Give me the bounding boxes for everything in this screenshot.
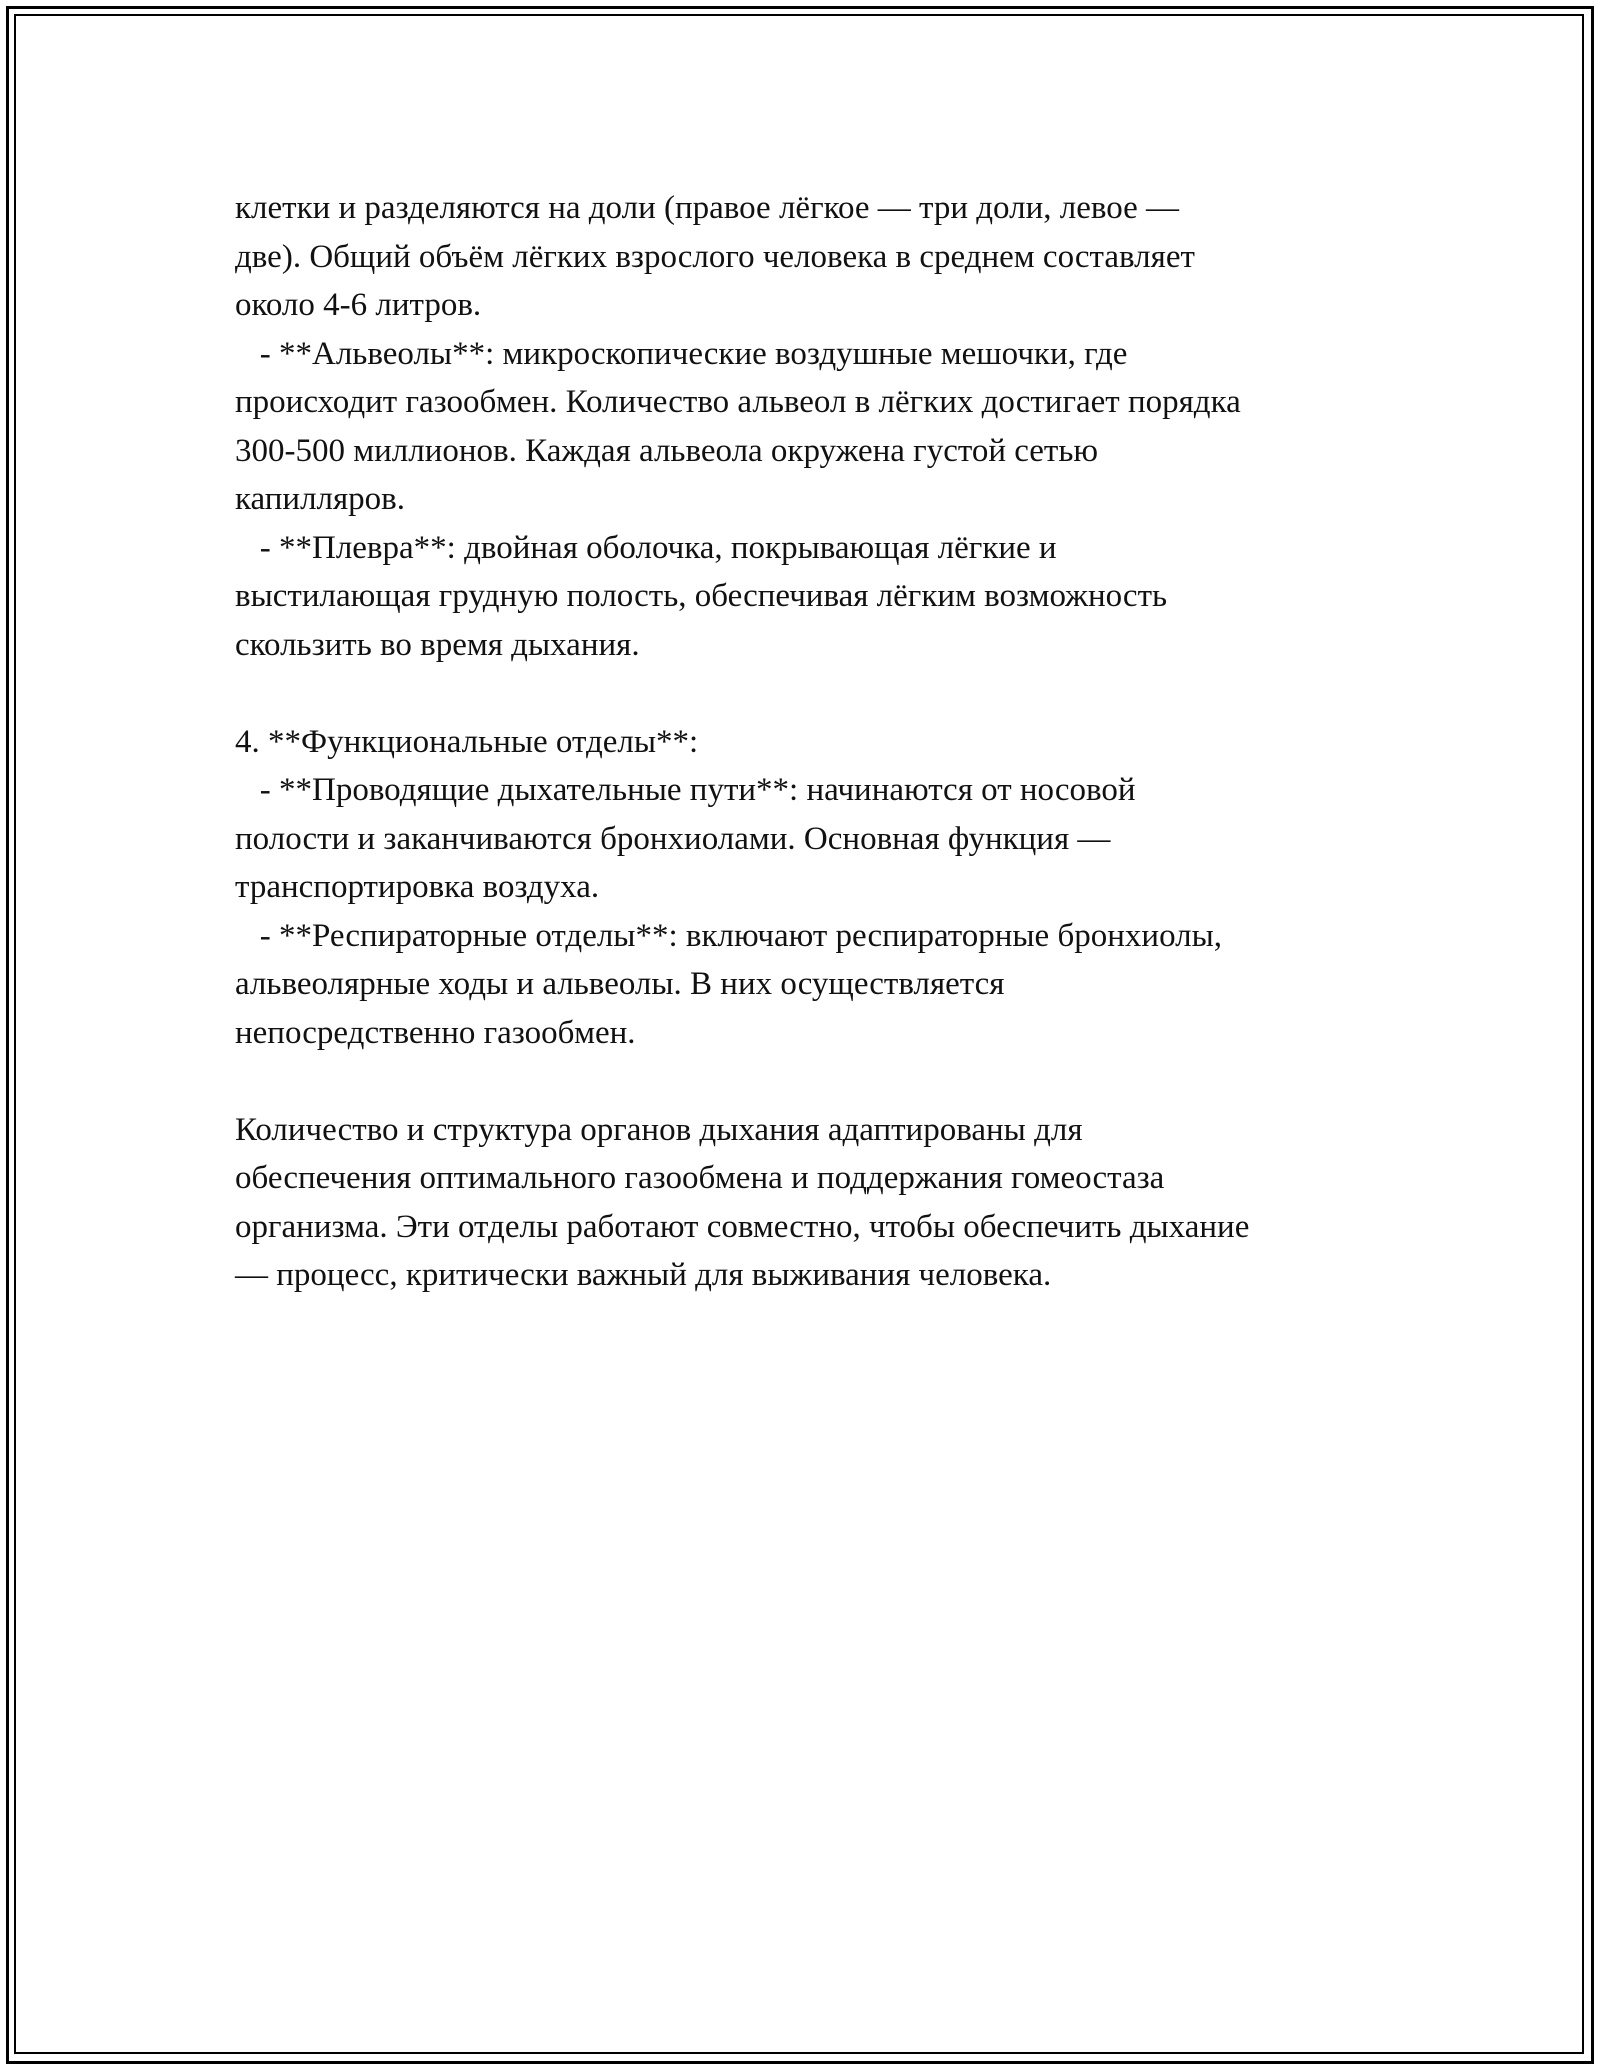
text-line: скользить во время дыхания.: [235, 626, 640, 663]
text-line: происходит газообмен. Количество альвеол в лёгких достигает порядка: [235, 384, 1241, 420]
text-line: две). Общий объём лёгких взрослого человека в среднем составляет: [235, 238, 1195, 275]
document-body: [235, 184, 1385, 1300]
text-line: непосредственно газообмен.: [235, 1014, 636, 1051]
paragraph-spacer: [235, 669, 1385, 718]
text-line: клетки и разделяются на доли (правое лёгкое — три доли, левое —: [235, 190, 1179, 226]
paragraph-functional-sections: [235, 718, 1385, 1058]
paragraph-lungs-structure: [235, 184, 1385, 669]
text-line: полости и заканчиваются бронхиолами. Основная функция —: [235, 820, 1111, 857]
text-line: организма. Эти отделы работают совместно, чтобы обеспечить дыхание: [235, 1208, 1250, 1245]
text-line: 4. **Функциональные отделы**:: [235, 723, 699, 760]
text-line: капилляров.: [235, 481, 406, 517]
text-line: - **Проводящие дыхательные пути**: начинаются от носовой: [235, 772, 1136, 808]
text-line: около 4-6 литров.: [235, 287, 482, 323]
text-line: - **Альвеолы**: микроскопические воздушные мешочки, где: [235, 335, 1128, 372]
text-line: обеспечения оптимального газообмена и поддержания гомеостаза: [235, 1160, 1165, 1196]
paragraph-conclusion: [235, 1106, 1385, 1300]
text-line: 300-500 миллионов. Каждая альвеола окружена густой сетью: [235, 432, 1099, 469]
text-line: выстилающая грудную полость, обеспечивая лёгким возможность: [235, 578, 1168, 614]
text-line: Количество и структура органов дыхания адаптированы для: [235, 1111, 1083, 1148]
text-line: - **Респираторные отделы**: включают респираторные бронхиолы,: [235, 917, 1223, 954]
text-line: альвеолярные ходы и альвеолы. В них осуществляется: [235, 966, 1005, 1002]
text-line: - **Плевра**: двойная оболочка, покрывающая лёгкие и: [235, 529, 1057, 566]
paragraph-spacer: [235, 1057, 1385, 1106]
text-line: транспортировка воздуха.: [235, 869, 600, 905]
text-line: — процесс, критически важный для выживания человека.: [235, 1257, 1052, 1293]
